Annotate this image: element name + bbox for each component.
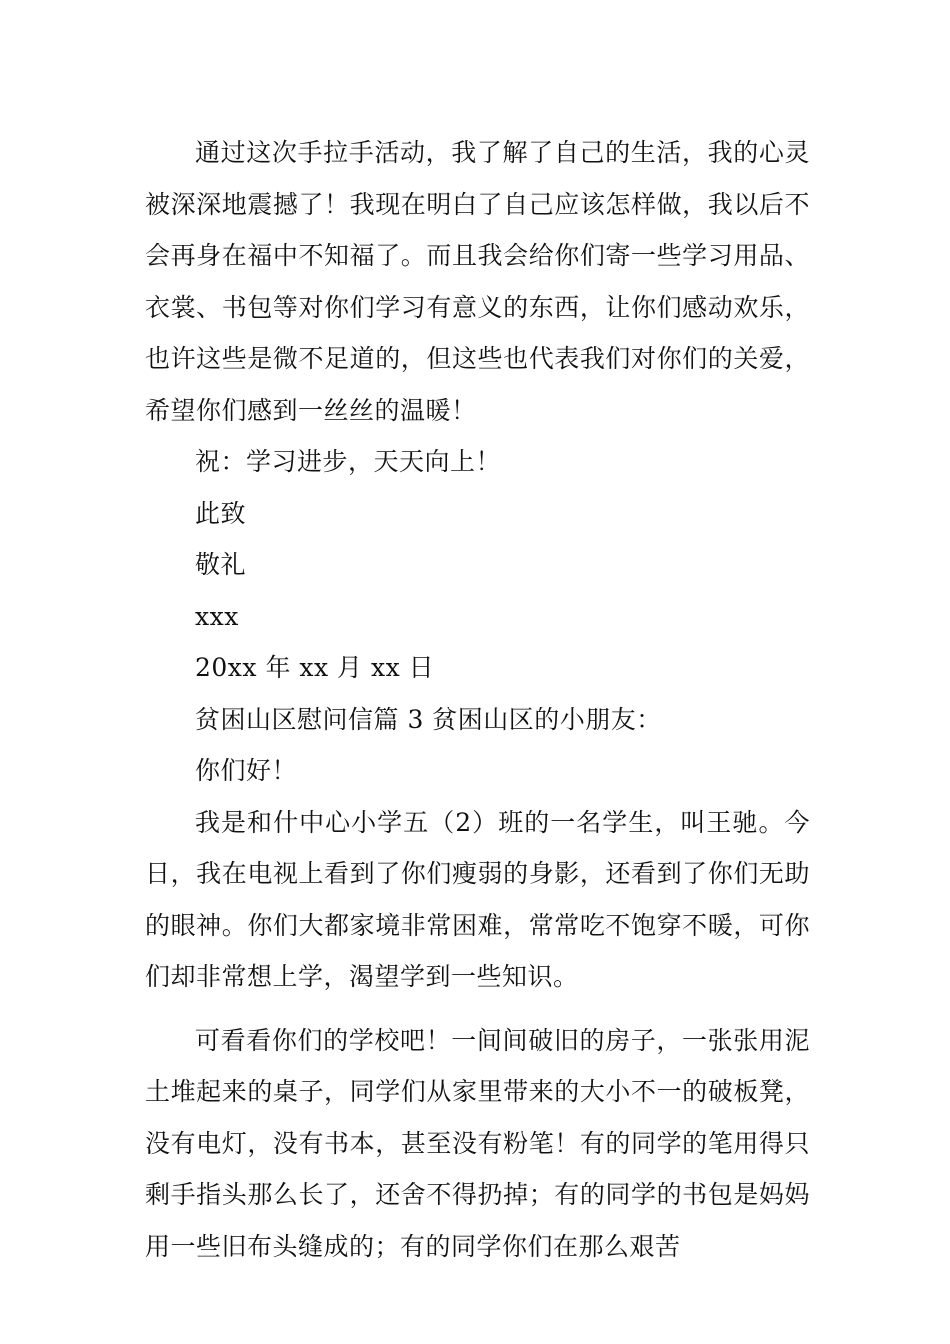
closing-respect: 敬礼 — [195, 550, 247, 579]
document-body — [145, 127, 810, 1272]
paragraph-activity-reflection: 通过这次手拉手活动，我了解了自己的生活，我的心灵被深深地震撼了！我现在明白了自己应该怎样做，我以后不会再身在福中不知福了。而且我会给你们寄一些学习用品、衣裳、书包等对你们学习有意义的东西，让你们感动欢乐，也许这些是微不足道的，但这些也代表我们对你们的关爱，希望你们感到一丝丝的温暖！ — [145, 138, 810, 425]
closing-salutation: 此致 — [195, 498, 247, 528]
letter-3-greeting: 你们好！ — [195, 756, 298, 785]
signature-date: 20xx 年 xx 月 xx 日 — [195, 653, 435, 682]
signature-name: xxx — [195, 601, 239, 631]
paragraph-school-conditions: 可看看你们的学校吧！一间间破旧的房子，一张张用泥土堆起来的桌子，同学们从家里带来的大小不一的破板凳，没有电灯，没有书本，甚至没有粉笔！有的同学的笔用得只剩手指头那么长了，还舍不得扔掉；有的同学的书包是妈妈用一些旧布头缝成的；有的同学你们在那么艰苦 — [145, 1025, 810, 1261]
closing-wish: 祝：学习进步，天天向上！ — [195, 447, 502, 476]
paragraph-introduction: 我是和什中心小学五（2）班的一名学生，叫王驰。今日，我在电视上看到了你们瘦弱的身影，还看到了你们无助的眼神。你们大都家境非常困难，常常吃不饱穿不暖，可你们却非常想上学，渴望学到一些知识。 — [145, 807, 810, 991]
letter-3-heading: 贫困山区慰问信篇 3 贫困山区的小朋友： — [195, 704, 662, 734]
